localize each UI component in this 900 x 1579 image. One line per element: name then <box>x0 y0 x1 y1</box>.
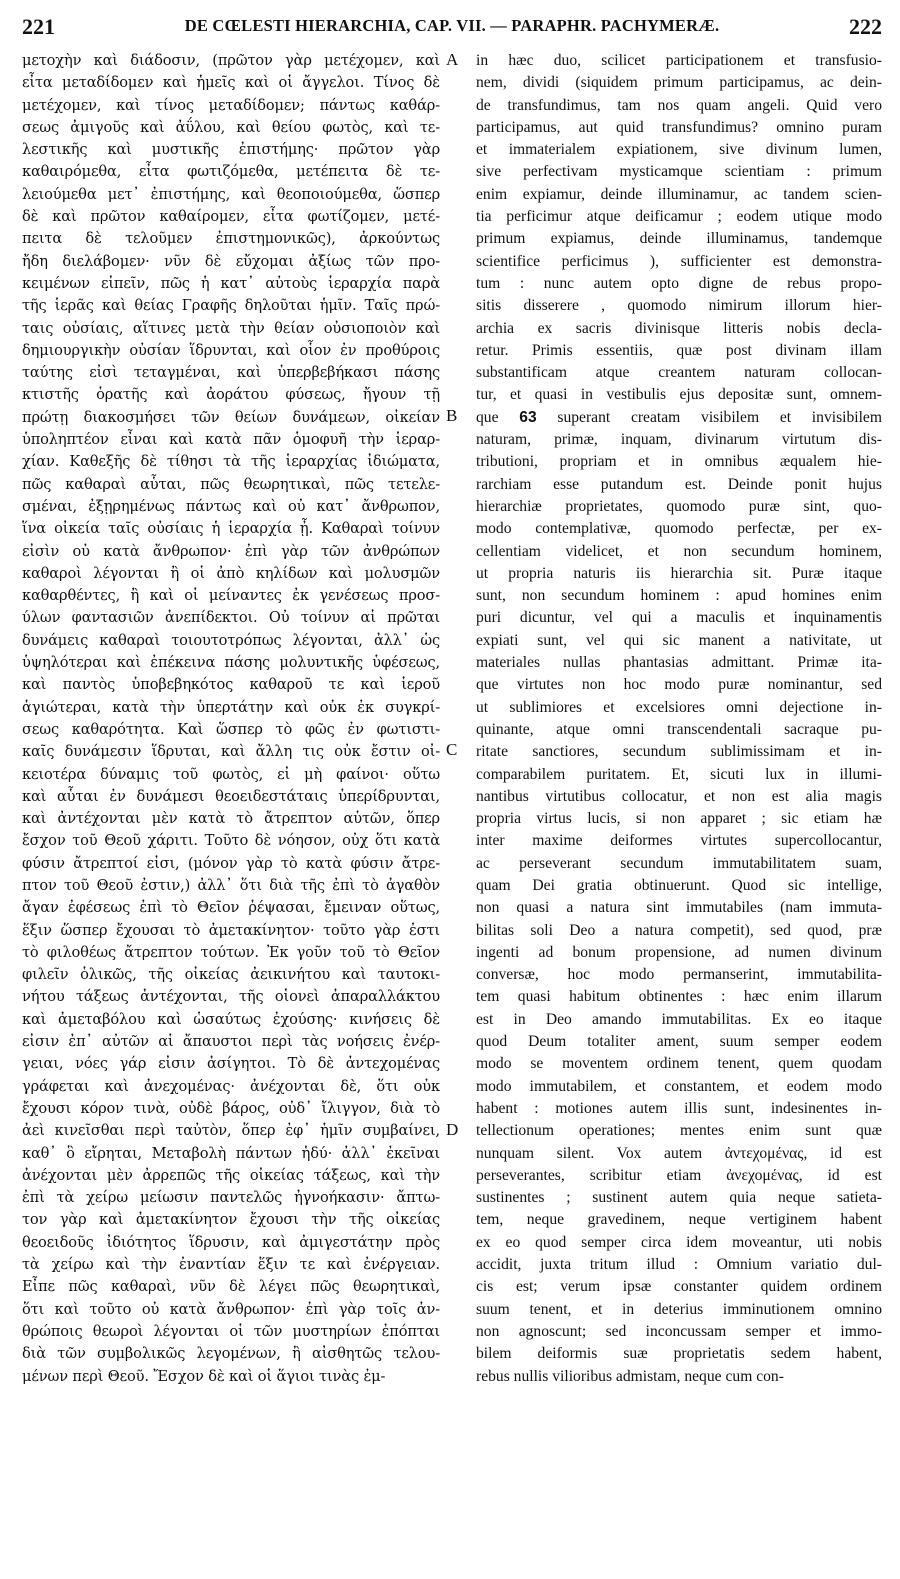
greek-text-line: φιλεῖν ὁλικῶς, τῆς οἰκείας ἀεικινήτου καὶ ταυτοκι- <box>22 966 440 984</box>
greek-text-line: ὅτι καὶ τοῦτο οὐ κατὰ ἄνθρωπον· ἐπὶ γὰρ τοῖς ἀν- <box>22 1300 440 1318</box>
page-number-right: 222 <box>849 14 882 39</box>
greek-text-line: εἰσιν ἐπ᾽ αὐτῶν αἱ ἄπαυστοι περὶ τὰς νοήσεις ἐνέρ- <box>22 1033 440 1051</box>
latin-text-line: puri dicuntur, vel qui a maculis et inquinamentis <box>476 609 882 627</box>
latin-text-line: modo se moventem ordinem tenent, quem quodam <box>476 1055 882 1073</box>
greek-text-line: καθαρθέντες, ἢ καὶ οἱ μείναντες ἐκ γενέσεως προσ- <box>22 587 440 605</box>
margin-mark-a: A <box>446 50 459 69</box>
latin-text-line: ut sublimiores et excelsiores omni dejectione in- <box>476 698 882 716</box>
latin-text-line: tur, et quasi in vestibulis ejus depositæ sunt, omnem- <box>476 386 882 404</box>
latin-text-line: quam Dei gratia obtinuerunt. Quod sic intellige, <box>476 876 882 894</box>
greek-text-line: χίαν. Καθεξῆς δὲ τίθησι τὰ τῆς ἱεραρχίας ἰδιώματα, <box>22 453 440 471</box>
greek-text-line: τῆς ἱερᾶς καὶ θείας Γραφῆς δηλοῦται ἡμῖν. Ταῖς πρώ- <box>22 297 440 315</box>
greek-text-line: καὶ αὗται ἐν δυνάμεσι θεοειδεστάταις ὑπερίδρυνται, <box>22 787 440 805</box>
greek-text-line: ύλων φαντασιῶν ἀνεπίδεκτοι. Οὐ τοίνυν αἱ πρῶται <box>22 609 440 627</box>
latin-text-line: accidit, juxta tritum illud : Omnium variatio dul- <box>476 1256 882 1274</box>
latin-text-line: enim expiamur, deinde illuminamur, ac tandem scien- <box>476 185 882 203</box>
greek-text-line: ταις οὐσίαις, αἵτινες μετὰ τὴν θείαν οὐσιοποιὸν καὶ <box>22 319 440 337</box>
latin-text-line: tia perficimur atque deificamur ; eodem utique modo <box>476 208 882 226</box>
greek-text-line: κτιστῆς ὁρατῆς καὶ ἀοράτου φύσεως, ἤγουν τῇ <box>22 386 440 404</box>
latin-text-line: bilitas soli Deo a natura competit), sed quod, præ <box>476 921 882 939</box>
greek-text-line: Εἶπε πῶς καθαραὶ, νῦν δὲ λέγει πῶς θεωρητικαὶ, <box>22 1278 440 1296</box>
greek-text-line: μένων περὶ Θεοῦ. Ἔσχον δὲ καὶ οἱ ἅγιοι τινὰς ἐμ- <box>22 1367 386 1385</box>
latin-text-line: sustinentes ; sustinent autem quia neque satieta- <box>476 1189 882 1207</box>
greek-text-line: λεστικῆς καὶ μυστικῆς ἐπιστήμης· πρῶτον γὰρ <box>22 141 440 159</box>
latin-text-line: naturam, primæ, inquam, divinarum virtutum dis- <box>476 431 882 449</box>
greek-text-line: ἤδη διελάβομεν· νῦν δὲ εὔχομαι ἀξίως τῶν προ- <box>22 252 440 270</box>
latin-text-line: inter maxime deiformes virtutes supercollocantur, <box>476 832 882 850</box>
greek-text-line: τὰ χείρω καὶ τὴν ἐναντίαν ἕξιν τε καὶ ἐνέργειαν. <box>22 1256 440 1274</box>
greek-text-line: ταύτης εἰσὶ τεταγμέναι, καὶ ὑπερβεβήκασι πάσης <box>22 364 440 382</box>
greek-text-line: θρώποις θεωροὶ λέγονται οἱ τῶν μυστηρίων ἐπόπται <box>22 1322 440 1340</box>
greek-text-line: ἀεὶ κινεῖσθαι περὶ ταὐτὸν, ὅπερ ἐφ᾽ ἡμῖν συμβαίνει, <box>22 1122 440 1140</box>
greek-text-line: κειμένων εἰπεῖν, πῶς ἡ κατ᾽ αὐτοὺς ἱεραρχία παρὰ <box>22 274 440 292</box>
latin-text-line: ingenti ad bonum propensione, ad numen divinum <box>476 943 882 961</box>
greek-text-line: ἔχουσι κόρον τινὰ, οὐδὲ βάρος, οὐδ᾽ ἴλιγγον, διὰ τὸ <box>22 1099 440 1117</box>
greek-text-line: γειαι, νόες γάρ εἰσιν ἀσίγητοι. Τὸ δὲ ἀντεχομένας <box>22 1055 440 1073</box>
latin-text-line: participamus, aut quid transfundimus? omnino puram <box>476 118 882 136</box>
greek-text-line: μετοχὴν καὶ διάδοσιν, (πρῶτον γὰρ μετέχομεν, καὶ <box>22 52 440 69</box>
latin-text-line: expiati sunt, vel qui sic manent a nativitate, ut <box>476 631 882 649</box>
latin-text-line: tum : nunc autem opto digne de rebus propo- <box>476 274 882 292</box>
latin-text-line: ex eo quod semper circa idem moveantur, uti nobis <box>476 1233 882 1251</box>
latin-text-line: in hæc duo, scilicet participationem et transfusio- <box>476 52 882 69</box>
greek-text-line: ἔσχον τοῦ Θεοῦ χάριτι. Τοῦτο δὲ νόησον, οὐχ ὅτι κατὰ <box>22 832 440 850</box>
latin-text-line: non quasi a natura sint immutabiles (nam immuta- <box>476 899 882 917</box>
latin-text-line: cellentiam videlicet, et non secundum hominem, <box>476 542 882 560</box>
margin-mark-d: D <box>446 1120 459 1139</box>
greek-text-line: καὶ ἀντέχονται μὲν κατὰ τὸ ἄτρεπτον αὐτῶν, ὅπερ <box>22 810 440 828</box>
latin-text-line: ut propria naturis iis hierarchia sit. Puræ itaque <box>476 564 882 582</box>
latin-text-column <box>476 50 882 1388</box>
latin-text-line: hierarchiæ proprietates, quomodo puræ sint, quo- <box>476 497 882 515</box>
latin-text-line: substantificam atque creantem naturam collocan- <box>476 364 882 382</box>
greek-text-line: κειοτέρα δύναμις τοῦ φωτὸς, εἰ μὴ φαίνοι· οὕτω <box>22 765 440 783</box>
latin-text-line: tem, neque gravedinem, neque vertiginem habent <box>476 1211 882 1229</box>
latin-text-line: scientifice perficimus ), sufficienter est demonstra- <box>476 252 882 270</box>
greek-text-line: σεως καθαρότητα. Καὶ ὥσπερ τὸ φῶς ἐν φωτιστι- <box>22 720 440 738</box>
greek-text-line: εἰσὶν οὐ κατὰ ἄνθρωπον· ἐπὶ γὰρ τῶν ἀνθρώπων <box>22 542 440 560</box>
latin-text-line: retur. Primis essentiis, quæ post divinam illam <box>476 341 882 359</box>
latin-text-line: archia ex sacris divinisque litteris nobis decla- <box>476 319 882 337</box>
greek-text-line: δυνάμεις καθαραὶ τοιουτοτρόπως λέγονται, ἀλλ᾽ ὡς <box>22 631 440 649</box>
greek-text-line: λειούμεθα μετ᾽ ἐπιστήμης, καὶ θεοποιούμεθα, ὥσπερ <box>22 185 440 203</box>
greek-text-line: γράφεται καὶ ἀνεχομένας· ἀνέχονται δὲ, ὅτι οὐκ <box>22 1077 440 1095</box>
latin-text-line: tem quasi habitum obtinentes : hæc enim illarum <box>476 988 882 1006</box>
latin-text-line: non agnoscunt; sed inconcussam semper et immo- <box>476 1322 882 1340</box>
latin-text-line: de transfundimus, tam nos quam angeli. Quid vero <box>476 96 882 114</box>
latin-text-line: nunquam silent. Vox autem ἀντεχομένας, id est <box>476 1144 882 1162</box>
greek-text-line: ἄγαν ἐφέσεως ἐπὶ τὸ Θεῖον ῥέψασαι, ἔμειναν οὕτως, <box>22 899 440 917</box>
greek-text-line: πῶς καθαραὶ αὗται, πῶς θεωρητικαὶ, πῶς τετελε- <box>22 475 440 493</box>
greek-text-line: τὸ φιλοθέως ἄτρεπτον τούτων. Ἐκ γοῦν τοῦ τὸ Θεῖον <box>22 943 440 961</box>
greek-text-line: καὶ ἀμεταβόλου καὶ ὡσαύτως ἐχούσης· κινήσεις δὲ <box>22 1010 440 1028</box>
latin-text-line: cis est; verum ipsæ constanter quidem ordinem <box>476 1278 882 1296</box>
latin-text-line: rarchiam esse putandum est. Deinde ponit hujus <box>476 475 882 493</box>
greek-text-line: διὰ τῶν συμβολικῶς λεγομένων, ἢ αἰσθητῶς τελου- <box>22 1345 440 1363</box>
greek-text-line: φύσιν ἄτρεπτοί εἰσι, (μόνον γὰρ τὸ κατὰ φύσιν ἄτρε- <box>22 854 440 872</box>
greek-text-line: καθ᾽ ὃ εἴρηται, Μεταβολὴ πάντων ἡδύ· ἀλλ᾽ ἐκεῖναι <box>22 1144 440 1162</box>
latin-text-line: comparabilem puritatem. Et, sicuti lux in illumi- <box>476 765 882 783</box>
latin-text-line: sive perfectivam mysticamque scientiam : primum <box>476 163 882 181</box>
margin-mark-b: B <box>446 406 458 425</box>
greek-text-line: καθαιρόμεθα, εἶτα φωτιζόμεθα, μετέπειτα δὲ τε- <box>22 163 440 181</box>
greek-text-line: καὶ παντὸς ὑποβεβηκότος καθαροῦ τε καὶ ἱεροῦ <box>22 676 440 694</box>
latin-text-line: que 63 superant creatam visibilem et invisibilem <box>476 408 882 426</box>
greek-text-line: δημιουργικὴν οὐσίαν ἵδρυνται, καὶ οἷον ἐν προθύροις <box>22 341 440 359</box>
latin-text-line: ritate sanctiores, secundum sublimissimam et in- <box>476 743 882 761</box>
greek-text-line: θεοειδοῦς ἰδιότητος ἵδρυσιν, καὶ ἀμιγεστάτην πρὸς <box>22 1233 440 1251</box>
greek-text-line: δὲ καὶ πρῶτον καθαίρομεν, εἶτα φωτίζομεν, μετέ- <box>22 208 440 226</box>
greek-text-line: πτον τοῦ Θεοῦ ἐστιν,) ἀλλ᾽ ὅτι διὰ τῆς ἐπὶ τὸ ἀγαθὸν <box>22 876 440 894</box>
latin-text-line: sunt, non secundum hominem : apud homines enim <box>476 587 882 605</box>
latin-text-line: primum expiamus, deinde illuminamus, tandemque <box>476 230 882 248</box>
latin-text-line: est in Deo amando immutabilitas. Ex eo itaque <box>476 1010 882 1028</box>
greek-text-line: καῖς δυνάμεσιν ἵδρυται, καὶ ἄλλη τις οὐκ ἔστιν οἰ- <box>22 743 440 761</box>
latin-text-line: modo immutabilem, et constantem, et eodem modo <box>476 1077 882 1095</box>
latin-text-line: sitis disserere , quomodo nimirum illorum hier- <box>476 297 882 315</box>
greek-text-line: σεως ἀμιγοῦς καὶ ἀΰλου, καὶ θείου φωτὸς, καὶ τε- <box>22 118 440 136</box>
latin-text-line: materiales nullas phantasias admittant. Primæ ita- <box>476 654 882 672</box>
latin-text-line: bilem deiformis suæ proprietatis sedem habent, <box>476 1345 882 1363</box>
latin-text-line: modo contemplativæ, quomodo perfectæ, per ex- <box>476 520 882 538</box>
latin-text-line: suum tenent, et in deterius imminutionem omnino <box>476 1300 882 1318</box>
latin-text-line: conversæ, hoc modo permanserint, immutabilita- <box>476 966 882 984</box>
greek-text-line: καθαροὶ λέγονται ἢ οἱ ἀπὸ κηλίδων καὶ μολυσμῶν <box>22 564 440 582</box>
latin-text-line: tributioni, propriam et in omnibus æqualem hie- <box>476 453 882 471</box>
greek-text-line: μετέχομεν, καὶ τίνος μεταδίδομεν; πάντως καθάρ- <box>22 96 440 114</box>
greek-text-line: ὑψηλότεραι καὶ ἐπέκεινα πάσης μολυντικῆς ὑφέσεως, <box>22 654 440 672</box>
page-number-left: 221 <box>22 14 55 39</box>
latin-text-line: habent : motiones autem illis sunt, indesinentes in- <box>476 1099 882 1117</box>
greek-text-line: πρώτῃ διακοσμήσει τῶν θείων δυνάμεων, οἰκείαν <box>22 408 440 426</box>
greek-text-line: νήτου τάξεως ἀντέχονται, τῆς οἱονεὶ ἀπαραλλάκτου <box>22 988 440 1006</box>
latin-text-line: perseverantes, scribitur etiam ἀνεχομένας, id est <box>476 1166 882 1184</box>
greek-text-line: σμέναι, ἐξῃρημένως πάντως καὶ οὐ κατ᾽ ἄνθρωπον, <box>22 497 440 515</box>
greek-text-column <box>22 50 440 1388</box>
latin-text-line: ac perseverant secundum immutabilitatem suam, <box>476 854 882 872</box>
latin-text-line: quinante, atque omni transcendentali sacraque pu- <box>476 720 882 738</box>
latin-text-line: nem, dividi (siquidem primum participamus, ac dein- <box>476 74 882 92</box>
latin-text-line: nantibus virtutibus collocatur, et non est alia magis <box>476 787 882 805</box>
greek-text-line: ἁγιώτεραι, κατὰ τὴν ὑπερτάτην καὶ οὐκ ἐκ συγκρί- <box>22 698 440 716</box>
greek-text-line: τον γὰρ καὶ ἀμετακίνητον ἔχουσι τὴν τῆς οἰκείας <box>22 1211 440 1229</box>
latin-text-line: que virtutes non hoc modo puræ nominantur, sed <box>476 676 882 694</box>
latin-text-line: tellectionum operationes; mentes enim sunt quæ <box>476 1122 882 1140</box>
latin-text-line: et immaterialem expiationem, sive divinum lumen, <box>476 141 882 159</box>
latin-text-line: quod Deum totaliter ament, suum semper eodem <box>476 1033 882 1051</box>
latin-text-line: propria virtus lucis, si non apparet ; sic etiam hæ <box>476 810 882 828</box>
greek-text-line: ἕξιν ὥσπερ ἔχουσαι τὸ ἀμετακίνητον· τοῦτο γὰρ ἐστι <box>22 921 440 939</box>
greek-text-line: ἐπὶ τὰ χείρω μείωσιν παντελῶς ἠγνοήκασιν· ἄπτω- <box>22 1189 440 1207</box>
greek-text-line: ἵνα οἰκεία ταῖς οὐσίαις ἡ ἱεραρχία ᾖ. Καθαραὶ τοίνυν <box>22 520 440 538</box>
greek-text-line: ἀνέχονται μὲν ἀρρεπῶς τῆς οἰκείας τάξεως, καὶ τὴν <box>22 1166 440 1184</box>
margin-mark-c: C <box>446 740 458 759</box>
latin-text-line: rebus nullis vilioribus admistam, neque cum con- <box>476 1367 784 1385</box>
running-title: DE CŒLESTI HIERARCHIA, CAP. VII. — PARAPHR. PACHYMERÆ. <box>184 16 720 35</box>
running-header <box>22 14 882 40</box>
greek-text-line: ὑποληπτέον εἶναι καὶ κατὰ πᾶν ὁμοφυῆ τὴν ἱεραρ- <box>22 431 440 449</box>
greek-text-line: πειτα δὲ τελοῦμεν ἐπιστημονικῶς), ἀρκούντως <box>22 230 440 248</box>
greek-text-line: εἶτα μεταδίδομεν καὶ ἡμεῖς καὶ οἱ ἄγγελοι. Τίνος δὲ <box>22 74 440 92</box>
